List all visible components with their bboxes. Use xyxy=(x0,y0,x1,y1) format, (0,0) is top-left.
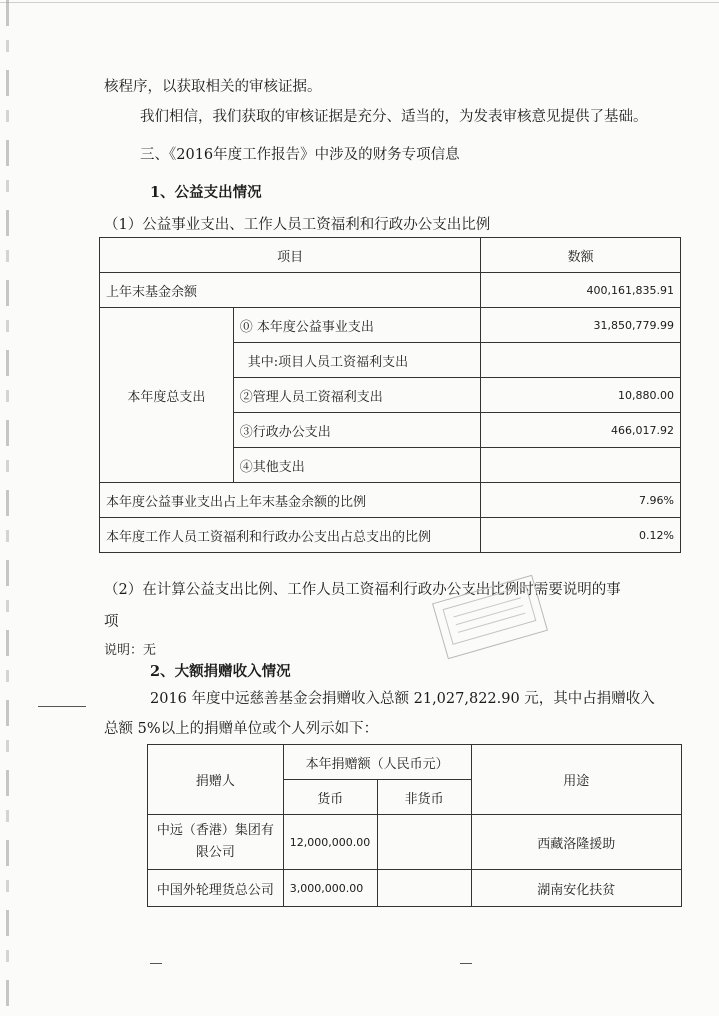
scan-left-edge-binding xyxy=(6,0,9,1016)
header-item: 项目 xyxy=(100,238,481,273)
table-header-row xyxy=(100,238,681,273)
header-use: 用途 xyxy=(471,745,682,815)
table-row xyxy=(100,273,681,308)
header-donation-amount: 本年捐赠额（人民币元） xyxy=(283,745,471,780)
donor-name-line-1: 中远（香港）集团有 xyxy=(156,823,274,838)
row-value: 7.96% xyxy=(481,483,681,518)
row-label: ③行政办公支出 xyxy=(233,413,480,448)
table-row xyxy=(100,518,681,553)
row-value xyxy=(481,343,681,378)
margin-mark xyxy=(38,706,86,707)
section-3-heading: 三、《2016年度工作报告》中涉及的财务专项信息 xyxy=(140,147,460,163)
row-label: 上年末基金余额 xyxy=(100,273,481,308)
row-value: 0.12% xyxy=(481,518,681,553)
public-welfare-expenditure-table xyxy=(99,237,681,553)
header-donor: 捐赠人 xyxy=(148,745,284,815)
table-header-row xyxy=(148,745,682,780)
row-value: 31,850,779.99 xyxy=(481,308,681,343)
subsection-1-heading: 1、公益支出情况 xyxy=(150,184,262,201)
non-currency-cell xyxy=(377,870,471,907)
use-cell: 西藏洛隆援助 xyxy=(471,815,682,870)
row-label: ⓪ 本年度公益事业支出 xyxy=(233,308,480,343)
subsection-1-2-line-1: （2）在计算公益支出比例、工作人员工资福利行政办公支出比例时需要说明的事 xyxy=(104,582,621,598)
row-value xyxy=(481,448,681,483)
paragraph-2: 我们相信，我们获取的审核证据是充分、适当的，为发表审核意见提供了基础。 xyxy=(140,109,648,125)
donor-name-line-2: 限公司 xyxy=(195,845,235,860)
table-row xyxy=(148,870,682,907)
header-currency: 货币 xyxy=(283,780,377,815)
group-label-total-expenditure: 本年度总支出 xyxy=(100,308,234,483)
subsection-2-heading: 2、大额捐赠收入情况 xyxy=(150,663,291,680)
table-row xyxy=(148,815,682,870)
scan-top-edge xyxy=(0,2,719,3)
paragraph-3-line-1: 2016 年度中远慈善基金会捐赠收入总额 21,027,822.90 元，其中占捐赠收入 xyxy=(150,691,655,707)
header-non-currency: 非货币 xyxy=(377,780,471,815)
major-donations-table xyxy=(147,744,682,907)
row-value: 10,880.00 xyxy=(481,378,681,413)
non-currency-cell xyxy=(377,815,471,870)
paragraph-1: 核程序，以获取相关的审核证据。 xyxy=(104,79,322,95)
paragraph-3-line-2: 总额 5%以上的捐赠单位或个人列示如下： xyxy=(104,721,379,737)
row-label: 其中:项目人员工资福利支出 xyxy=(233,343,480,378)
row-value: 400,161,835.91 xyxy=(481,273,681,308)
footer-mark xyxy=(460,963,472,964)
currency-cell: 12,000,000.00 xyxy=(283,815,377,870)
use-cell: 湖南安化扶贫 xyxy=(471,870,682,907)
subsection-1-1-heading: （1）公益事业支出、工作人员工资福利和行政办公支出比例 xyxy=(104,217,491,233)
table-row xyxy=(100,483,681,518)
row-label: ④其他支出 xyxy=(233,448,480,483)
donor-cell xyxy=(148,815,284,870)
donor-cell: 中国外轮理货总公司 xyxy=(148,870,284,907)
row-label: ②管理人员工资福利支出 xyxy=(233,378,480,413)
table-row xyxy=(100,308,681,343)
note-text: 说明：无 xyxy=(104,643,157,658)
header-amount: 数额 xyxy=(481,238,681,273)
row-label: 本年度公益事业支出占上年末基金余额的比例 xyxy=(100,483,481,518)
footer-mark xyxy=(150,963,162,964)
row-value: 466,017.92 xyxy=(481,413,681,448)
subsection-1-2-line-2: 项 xyxy=(104,614,119,630)
currency-cell: 3,000,000.00 xyxy=(283,870,377,907)
row-label: 本年度工作人员工资福利和行政办公支出占总支出的比例 xyxy=(100,518,481,553)
